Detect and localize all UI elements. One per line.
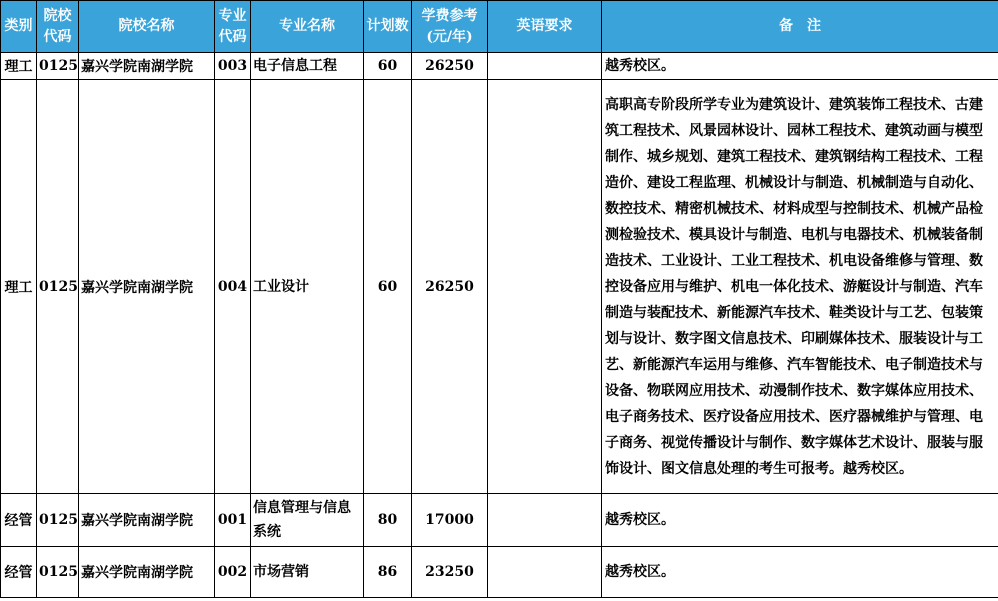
cell-tuition: 17000 <box>412 494 488 547</box>
cell-plan-count: 86 <box>364 547 412 598</box>
cell-category: 经管 <box>1 547 37 598</box>
cell-remarks: 越秀校区。 <box>602 53 998 80</box>
header-english-req: 英语要求 <box>488 1 602 53</box>
cell-school-code: 0125 <box>37 53 79 80</box>
cell-english-req <box>488 547 602 598</box>
header-major-code: 专业代码 <box>215 1 251 53</box>
cell-english-req <box>488 494 602 547</box>
cell-category: 经管 <box>1 494 37 547</box>
cell-english-req <box>488 53 602 80</box>
cell-category: 理工 <box>1 53 37 80</box>
cell-tuition: 23250 <box>412 547 488 598</box>
header-row <box>1 1 998 53</box>
cell-english-req <box>488 80 602 494</box>
header-category: 类别 <box>1 1 37 53</box>
cell-tuition: 26250 <box>412 80 488 494</box>
header-school-name: 院校名称 <box>79 1 215 53</box>
cell-remarks: 越秀校区。 <box>602 494 998 547</box>
cell-plan-count: 60 <box>364 80 412 494</box>
table-row <box>1 80 998 494</box>
cell-remarks: 越秀校区。 <box>602 547 998 598</box>
cell-school-code: 0125 <box>37 80 79 494</box>
cell-major-code: 002 <box>215 547 251 598</box>
table-row <box>1 53 998 80</box>
cell-major-name: 市场营销 <box>251 547 364 598</box>
header-plan-count: 计划数 <box>364 1 412 53</box>
cell-school-code: 0125 <box>37 547 79 598</box>
cell-plan-count: 60 <box>364 53 412 80</box>
table-row <box>1 547 998 598</box>
cell-tuition: 26250 <box>412 53 488 80</box>
cell-major-code: 004 <box>215 80 251 494</box>
cell-major-name: 信息管理与信息系统 <box>251 494 364 547</box>
header-tuition: 学费参考(元/年) <box>412 1 488 53</box>
cell-school-code: 0125 <box>37 494 79 547</box>
cell-major-code: 001 <box>215 494 251 547</box>
cell-remarks: 高职高专阶段所学专业为建筑设计、建筑装饰工程技术、古建筑工程技术、风景园林设计、园林工程技术、建筑动画与模型制作、城乡规划、建筑工程技术、建筑钢结构工程技术、工程造价、建设工程监理、机械设计与制造、机械制造与自动化、数控技术、精密机械技术、材料成型与控制技术、机械产品检测检验技术、模具设计与制造、电机与电器技术、机械装备制造技术、工业设计、工业工程技术、机电设备维修与管理、数控设备应用与维护、机电一体化技术、游艇设计与制造、汽车制造与装配技术、新能源汽车技术、鞋类设计与工艺、包装策划与设计、数字图文信息技术、印刷媒体技术、服装设计与工艺、新能源汽车运用与维修、汽车智能技术、电子制造技术与设备、物联网应用技术、动漫制作技术、数字媒体应用技术、电子商务技术、医疗设备应用技术、医疗器械维护与管理、电子商务、视觉传播设计与制作、数字媒体艺术设计、服装与服饰设计、图文信息处理的考生可报考。越秀校区。 <box>602 80 998 494</box>
table-row <box>1 494 998 547</box>
cell-school-name: 嘉兴学院南湖学院 <box>79 494 215 547</box>
cell-school-name: 嘉兴学院南湖学院 <box>79 80 215 494</box>
cell-category: 理工 <box>1 80 37 494</box>
cell-major-name: 电子信息工程 <box>251 53 364 80</box>
cell-school-name: 嘉兴学院南湖学院 <box>79 547 215 598</box>
cell-school-name: 嘉兴学院南湖学院 <box>79 53 215 80</box>
cell-major-code: 003 <box>215 53 251 80</box>
cell-plan-count: 80 <box>364 494 412 547</box>
header-major-name: 专业名称 <box>251 1 364 53</box>
header-school-code: 院校代码 <box>37 1 79 53</box>
cell-major-name: 工业设计 <box>251 80 364 494</box>
header-remarks: 备 注 <box>602 1 998 53</box>
